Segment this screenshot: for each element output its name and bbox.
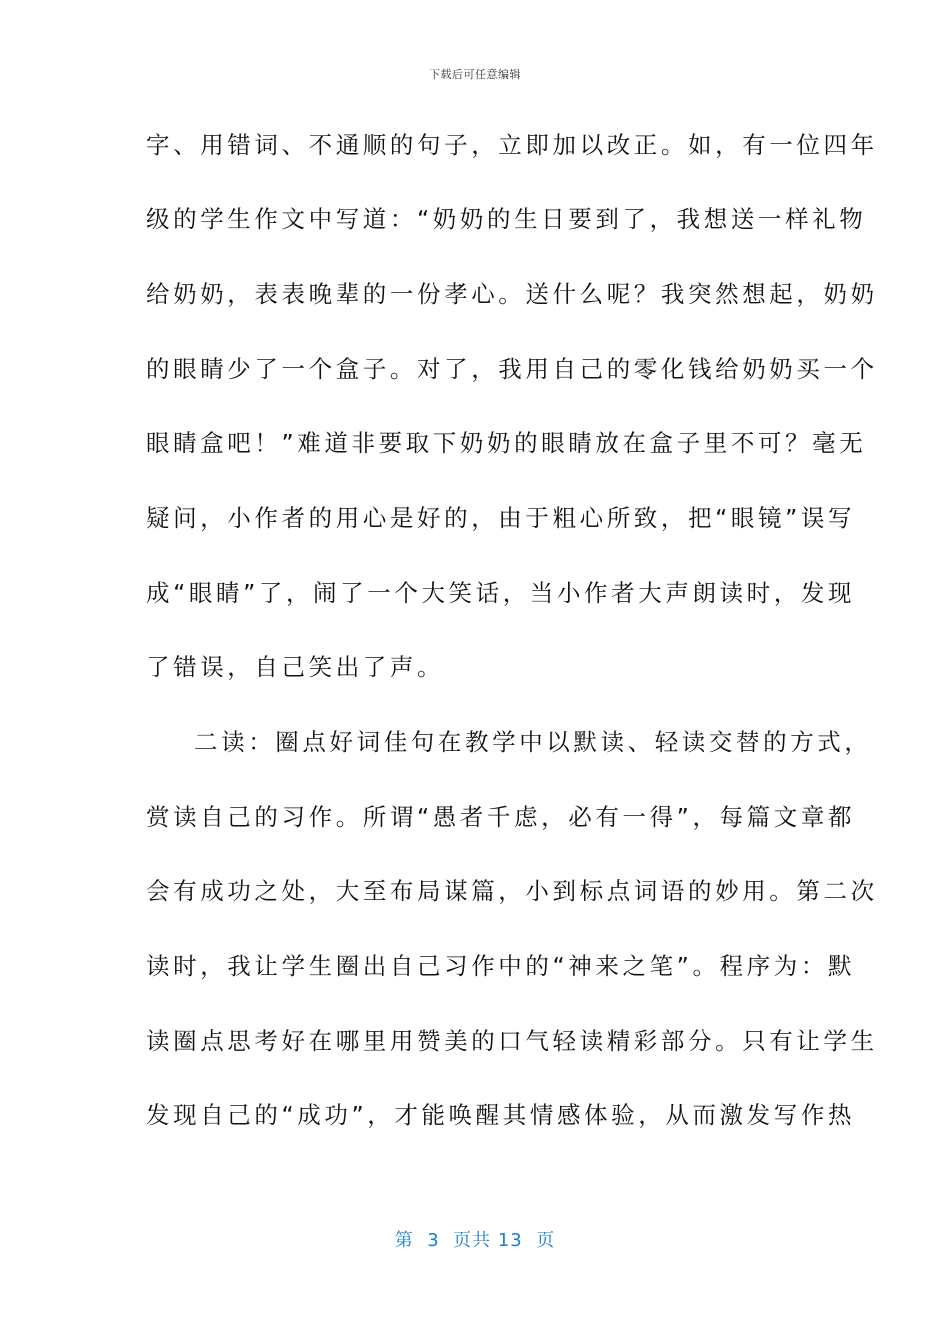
text-line: 眼睛盒吧！”难道非要取下奶奶的眼睛放在盒子里不可？毫无 <box>146 429 867 457</box>
paragraph-first-line: 二读：圈点好词佳句在教学中以默读、轻读交替的方式， <box>194 728 872 756</box>
text-line: 了错误，自己笑出了声。 <box>146 653 445 681</box>
text-line: 成“眼睛”了，闹了一个大笑话，当小作者大声朗读时，发现 <box>146 579 856 607</box>
text-line: 读圈点思考好在哪里用赞美的口气轻读精彩部分。只有让学生 <box>146 1027 878 1055</box>
page-number-footer: 第 3 页共 13 页 <box>394 1230 556 1251</box>
text-line: 疑问，小作者的用心是好的，由于粗心所致，把“眼镜”误写 <box>146 504 856 532</box>
text-line: 赏读自己的习作。所谓“愚者千虑，必有一得”，每篇文章都 <box>146 803 856 831</box>
text-line: 给奶奶，表表晚辈的一份孝心。送什么呢？我突然想起，奶奶 <box>146 280 878 308</box>
text-line: 发现自己的“成功”，才能唤醒其情感体验，从而激发写作热 <box>146 1101 856 1129</box>
text-line: 的眼睛少了一个盒子。对了，我用自己的零化钱给奶奶买一个 <box>146 355 878 383</box>
page-header-note: 下载后可任意编辑 <box>429 68 521 81</box>
text-line: 级的学生作文中写道：“奶奶的生日要到了，我想送一样礼物 <box>146 205 867 233</box>
text-line: 字、用错词、不通顺的句子，立即加以改正。如，有一位四年 <box>146 131 878 159</box>
text-line: 读时，我让学生圈出自己习作中的“神来之笔”。程序为：默 <box>146 952 856 980</box>
text-line: 会有成功之处，大至布局谋篇，小到标点词语的妙用。第二次 <box>146 877 878 905</box>
